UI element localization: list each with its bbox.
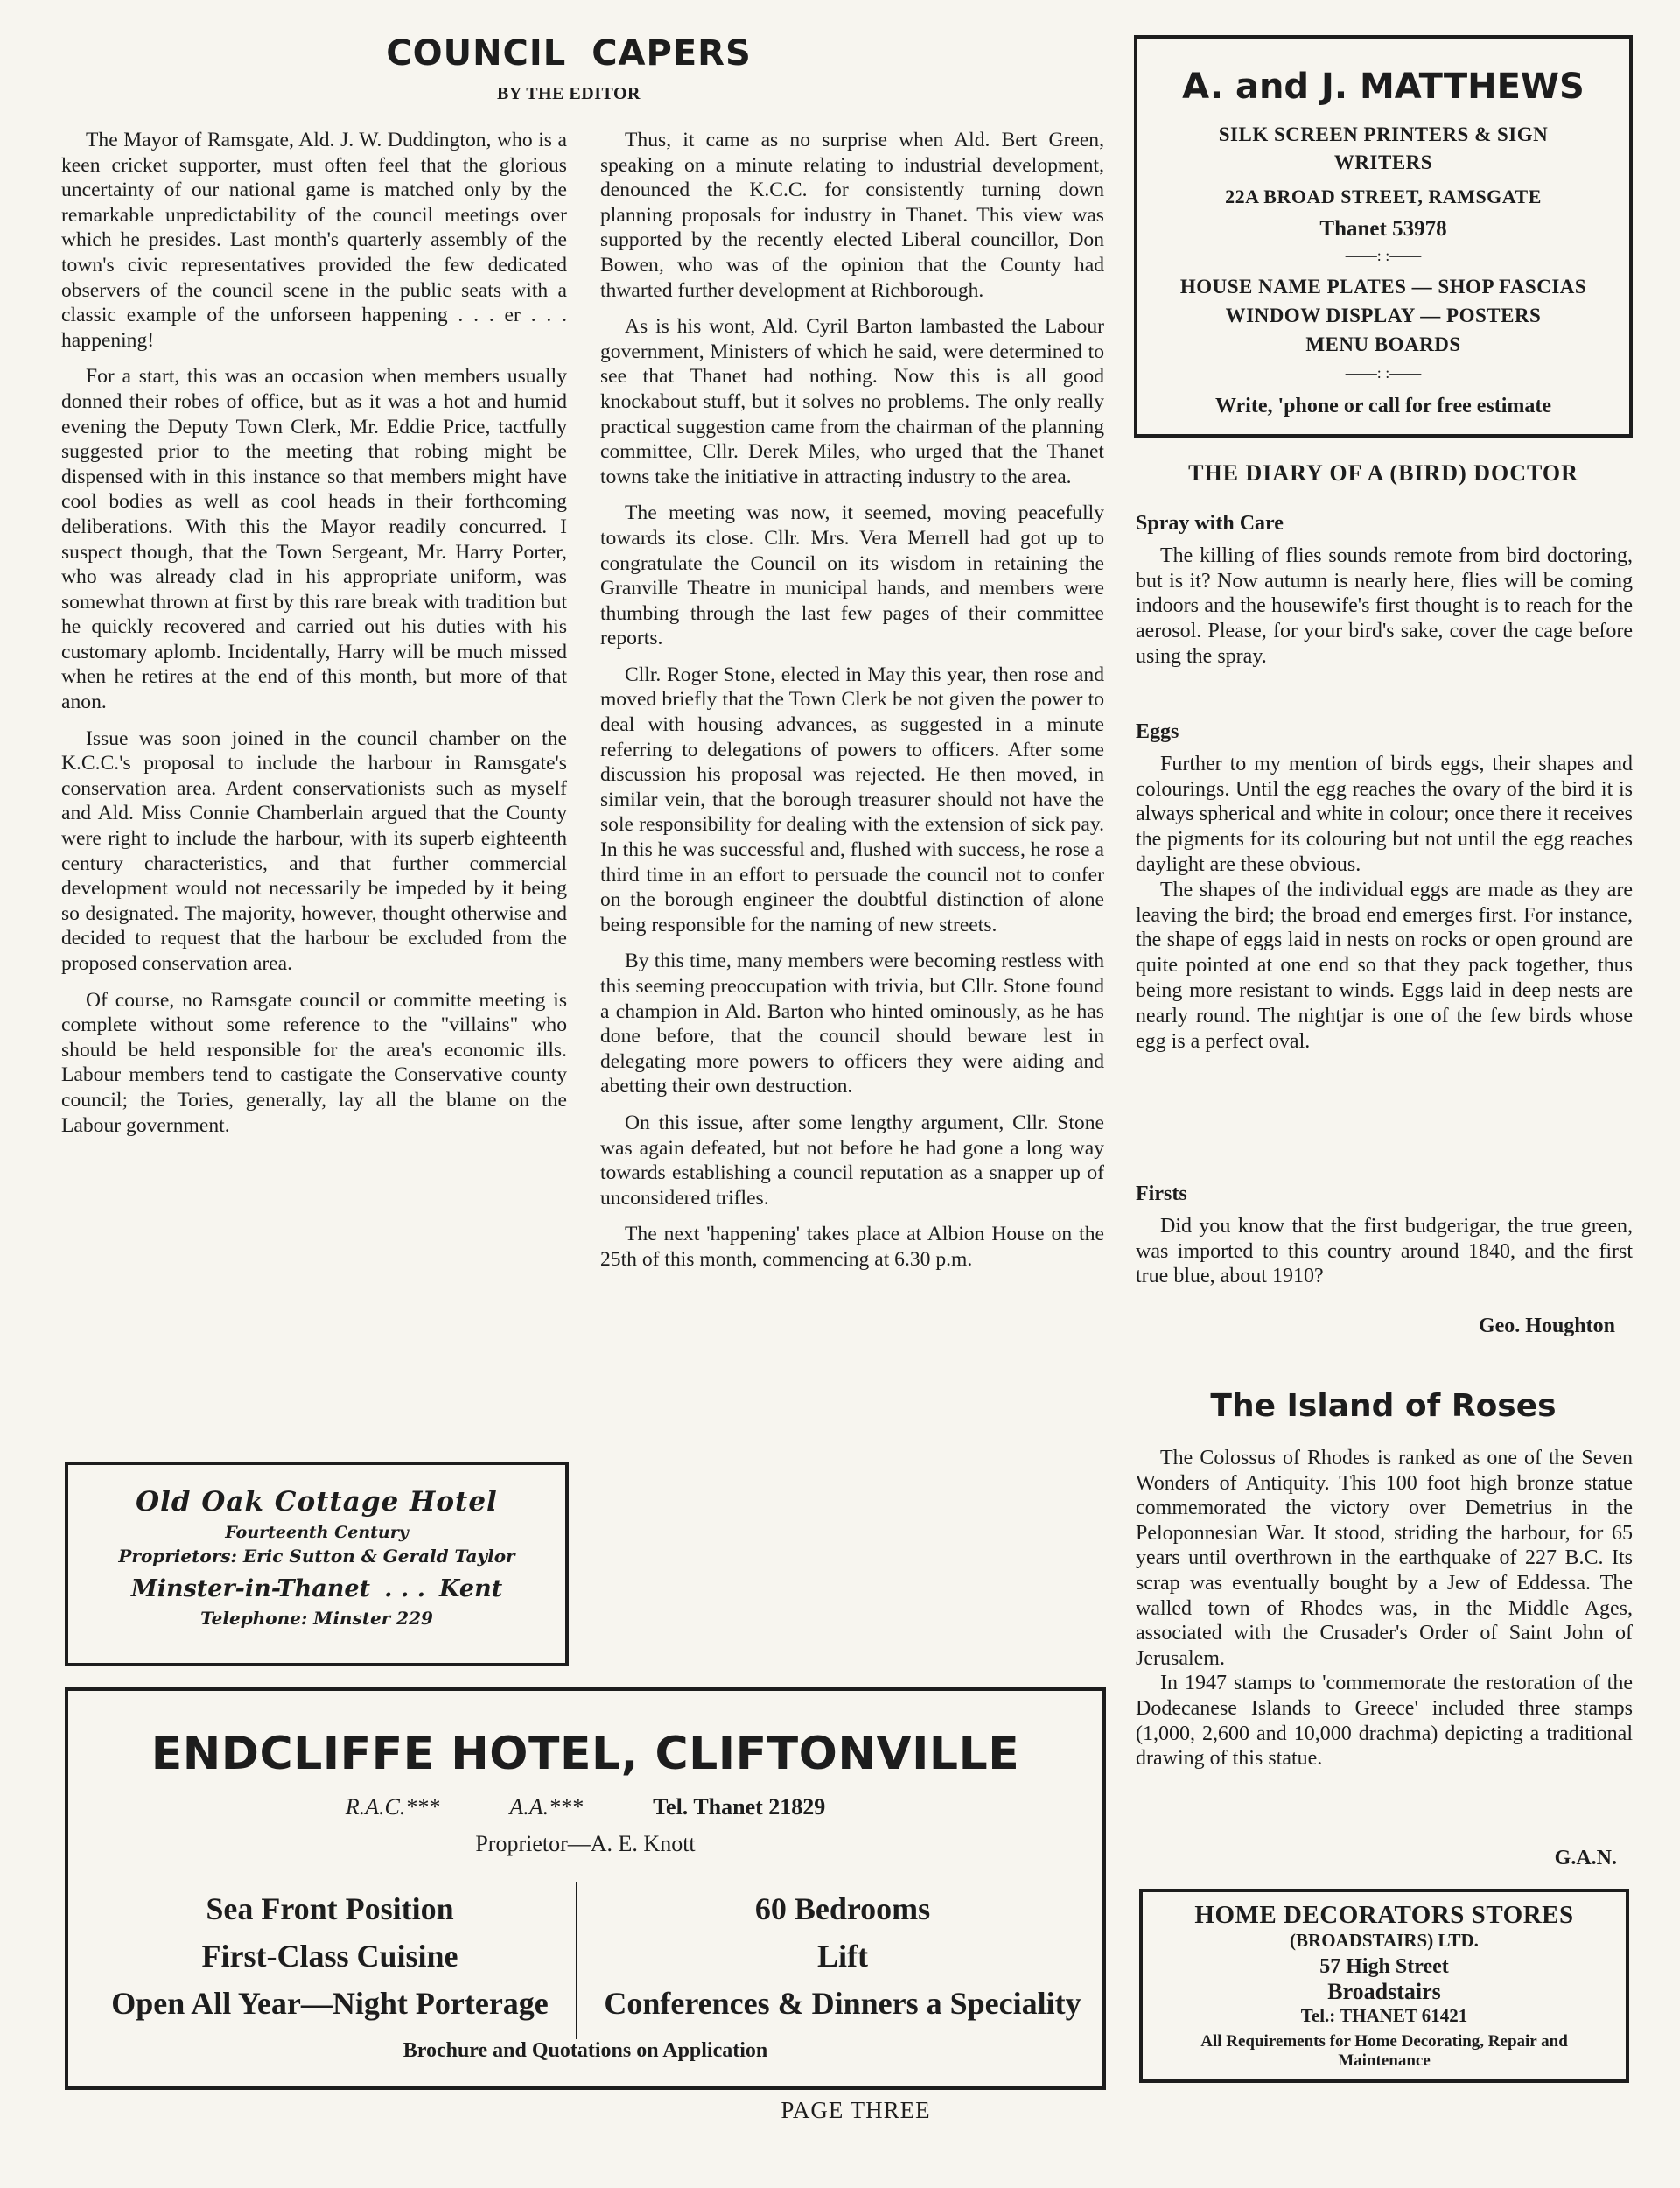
ad-county: Kent xyxy=(439,1575,503,1602)
ad-location xyxy=(68,1575,565,1602)
bird-author: Geo. Houghton xyxy=(1478,1315,1615,1337)
rac-rating: R.A.C.*** xyxy=(345,1794,440,1820)
roses-title: The Island of Roses xyxy=(1210,1388,1557,1424)
section-heading: Eggs xyxy=(1136,720,1180,743)
ad-hotel-name: Old Oak Cottage Hotel xyxy=(136,1486,498,1518)
paragraph: The killing of flies sounds remote from bird doctoring, but is it? Now autumn is nearly here, flies will be coming indoors and the housewife's first thought is to reach for the aerosol. Please, for your bird's sake, cover the cage before using the spray. xyxy=(1136,543,1633,668)
ad-trade-line: WRITERS xyxy=(1334,151,1433,173)
paragraph: Issue was soon joined in the council chamber on the K.C.C.'s proposal to include the harbour in Ramsgate's conservation area. Ardent conservationists such as myself and Ald. Miss Connie Chamberlain argued that the County were right to include the harbour, with its superb eighteenth century characteristics, and that further commercial development would not necessarily be impeded by it being so designated. The majority, however, thought otherwise and decided to request that the harbour be excluded from the proposed conservation area. xyxy=(61,726,567,975)
endcliffe-hotel-ad xyxy=(65,1687,1106,2090)
feature-item: Sea Front Position xyxy=(206,1891,454,1926)
article-column-1 xyxy=(61,128,567,1149)
ad-tagline: All Requirements for Home Decorating, Repair and Maintenance xyxy=(1200,2032,1568,2070)
paragraph: Cllr. Roger Stone, elected in May this year, then rose and moved briefly that the Town Clerk be not given the power to deal with housing advances, as suggested in a minute referring to delegations of powers to officers. After some discussion his proposal was rejected. He then moved, in similar vein, that the borough treasurer should not have the sole responsibility for dealing with the extension of sick pay. In this he was successful and, flushed with success, he rose a third time in an effort to persuade the council not to confer on the borough engineer the doubtful distinction of alone being responsible for the naming of new streets. xyxy=(600,663,1104,936)
ad-trade xyxy=(1138,121,1629,177)
ad-call-to-action: Write, 'phone or call for free estimate xyxy=(1214,395,1552,417)
ad-service-line: MENU BOARDS xyxy=(1306,333,1461,355)
matthews-printers-ad xyxy=(1134,35,1633,438)
ad-company-suffix: (BROADSTAIRS) LTD. xyxy=(1290,1930,1479,1951)
ad-century: Fourteenth Century xyxy=(225,1523,409,1542)
paragraph: As is his wont, Ald. Cyril Barton lambasted the Labour government, Ministers of which he said, were determined to see that Thanet had nothing. Now this is all good knockabout stuff, but it solves no problems. The only really practical suggestion came from the chairman of the planning committee, Cllr. Derek Miles, who urged that the Thanet towns take the initiative in attracting industry to the area. xyxy=(600,315,1104,488)
bird-section-spray xyxy=(1136,511,1633,670)
ad-street: 57 High Street xyxy=(1320,1955,1449,1978)
paragraph: Did you know that the first budgerigar, the true green, was imported to this country around 1840, and the first true blue, about 1910? xyxy=(1136,1214,1633,1288)
ad-features-right xyxy=(584,1885,1101,2027)
ad-address: 22A BROAD STREET, RAMSGATE xyxy=(1225,186,1542,207)
ad-telephone: Thanet 53978 xyxy=(1320,217,1447,241)
ad-services xyxy=(1138,272,1629,359)
home-decorators-ad xyxy=(1139,1889,1629,2083)
ad-ratings xyxy=(68,1794,1102,1820)
roses-article xyxy=(1136,1446,1633,1771)
aa-rating: A.A.*** xyxy=(509,1794,584,1820)
old-oak-hotel-ad xyxy=(65,1462,569,1666)
paragraph: The shapes of the individual eggs are made as they are leaving the bird; the broad end emerges first. For instance, the shape of eggs laid in nests on rocks or open ground are quite pointed at one end so that they pack together, thus being more resistant to winds. Eggs laid in deep nests are nearly round. The nightjar is one of the few birds whose egg is a perfect oval. xyxy=(1136,878,1633,1053)
paragraph: Of course, no Ramsgate council or committe meeting is complete without some reference to the "villains" who should be held responsible for the area's economic ills. Labour members tend to castigate the Conservative county council; the Tories, generally, lay all the blame on the Labour government. xyxy=(61,988,567,1137)
feature-item: 60 Bedrooms xyxy=(754,1891,931,1926)
bird-column-title: THE DIARY OF A (BIRD) DOCTOR xyxy=(1188,460,1578,486)
section-heading: Firsts xyxy=(1136,1182,1187,1205)
article-title: COUNCIL CAPERS xyxy=(386,33,752,74)
ad-company-name: A. and J. MATTHEWS xyxy=(1182,67,1585,107)
ad-proprietor: Proprietor—A. E. Knott xyxy=(475,1831,696,1856)
ad-telephone: Tel. Thanet 21829 xyxy=(653,1794,826,1820)
ad-town: Broadstairs xyxy=(1327,1979,1441,2004)
divider xyxy=(576,1882,578,2039)
ad-company-name: HOME DECORATORS STORES xyxy=(1194,1901,1574,1929)
feature-item: First-Class Cuisine xyxy=(201,1939,458,1974)
ad-telephone: Telephone: Minster 229 xyxy=(200,1608,433,1629)
roses-author: G.A.N. xyxy=(1554,1847,1617,1869)
ad-hotel-name: ENDCLIFFE HOTEL, CLIFTONVILLE xyxy=(150,1728,1020,1780)
paragraph: For a start, this was an occasion when members usually donned their robes of office, but as it was a hot and humid evening the Deputy Town Clerk, Mr. Eddie Price, tactfully suggested prior to the meeting that robing might be dispensed with in this instance so that members might have cool bodies as well as cool heads in their forthcoming deliberations. With this the Mayor readily concurred. I suspect though, that the Town Sergeant, Mr. Harry Porter, who was already clad in his appropriate uniform, was somewhat thrown at first by this rare break with tradition but he quickly recovered and carried out his duties with his customary aplomb. Incidentally, Harry will be much missed when he retires at the end of this month, but more of that anon. xyxy=(61,365,567,714)
bird-section-firsts xyxy=(1136,1182,1633,1289)
ad-features-left xyxy=(80,1885,579,2027)
paragraph: Further to my mention of birds eggs, their shapes and colourings. Until the egg reaches the ovary of the bird it is always spherical and white in colour; once there it receives the pigments for its colouring but not until the egg reaches daylight are these obvious. xyxy=(1136,752,1633,876)
article-column-2 xyxy=(600,128,1104,1284)
ornament-separator: ——: :—— xyxy=(1345,247,1422,264)
section-heading: Spray with Care xyxy=(1136,512,1284,535)
ad-telephone: Tel.: THANET 61421 xyxy=(1300,2005,1468,2026)
page-number: PAGE THREE xyxy=(780,2097,931,2123)
feature-item: Lift xyxy=(817,1939,868,1974)
paragraph: The meeting was now, it seemed, moving peacefully towards its close. Cllr. Mrs. Vera Merrell had got up to congratulate the Council on its wisdom in retaining the Granville Theatre in municipal hands, and members were thumbing through the last few pages of their committee reports. xyxy=(600,501,1104,650)
bird-section-eggs xyxy=(1136,719,1633,1054)
paragraph: Thus, it came as no surprise when Ald. Bert Green, speaking on a minute relating to industrial development, denounced the K.C.C. for consistently turning down planning proposals for industry in Thanet. This view was supported by the recently elected Liberal councillor, Don Bowen, who was of the opinion that the County had thwarted further development at Richborough. xyxy=(600,129,1104,302)
paragraph: The Mayor of Ramsgate, Ald. J. W. Duddington, who is a keen cricket supporter, must often feel that the glorious uncertainty of our national game is matched only by the remarkable unpredictability of the council meetings over which he presides. Last month's quarterly assembly of the town's civic representatives provided the few dedicated observers of the council scene in the public seats with a classic example of the unforseen happening . . . er . . . happening! xyxy=(61,129,567,352)
feature-item: Conferences & Dinners a Speciality xyxy=(604,1986,1082,2021)
feature-item: Open All Year—Night Porterage xyxy=(111,1986,549,2021)
ad-service-line: WINDOW DISPLAY — POSTERS xyxy=(1225,305,1542,326)
article-byline: BY THE EDITOR xyxy=(497,84,640,103)
ad-proprietors: Proprietors: Eric Sutton & Gerald Taylor xyxy=(118,1546,515,1567)
ad-service-line: HOUSE NAME PLATES — SHOP FASCIAS xyxy=(1180,276,1587,298)
ornament-separator: ——: :—— xyxy=(1345,364,1422,382)
paragraph: The next 'happening' takes place at Albion House on the 25th of this month, commencing at 6.30 p.m. xyxy=(600,1223,1104,1271)
page-number-row xyxy=(61,2097,1650,2124)
ad-footer: Brochure and Quotations on Application xyxy=(402,2039,768,2062)
ad-dots: . . . xyxy=(384,1575,426,1602)
paragraph: The Colossus of Rhodes is ranked as one of the Seven Wonders of Antiquity. This 100 foot high bronze statue commemorated the victory over Demetrius in the Peloponnesian War. It stood, striding the harbour, for 65 years until overthrown in the earthquake of 227 B.C. Its scrap was eventually bought by a Jew of Eddessa. The walled town of Rhodes was, in the Middle Ages, associated with the Crusader's Order of Saint John of Jerusalem. xyxy=(1136,1447,1633,1670)
paragraph: By this time, many members were becoming restless with this seeming preoccupation with trivia, but Cllr. Stone found a champion in Ald. Barton who hinted ominously, as he has done before, that the council should beware lest in delegating more powers to officers they were aiding and abetting their own destruction. xyxy=(600,950,1104,1098)
paragraph: On this issue, after some lengthy argument, Cllr. Stone was again defeated, but not before he had gone a long way towards establishing a council reputation as a snapper up of unconsidered trifles. xyxy=(600,1111,1104,1210)
ad-trade-line: SILK SCREEN PRINTERS & SIGN xyxy=(1218,123,1549,145)
paragraph: In 1947 stamps to 'commemorate the restoration of the Dodecanese Islands to Greece' included three stamps (1,000, 2,600 and 10,000 drachma) depicting a traditional drawing of this statue. xyxy=(1136,1672,1633,1771)
ad-place: Minster-in-Thanet xyxy=(130,1575,371,1602)
